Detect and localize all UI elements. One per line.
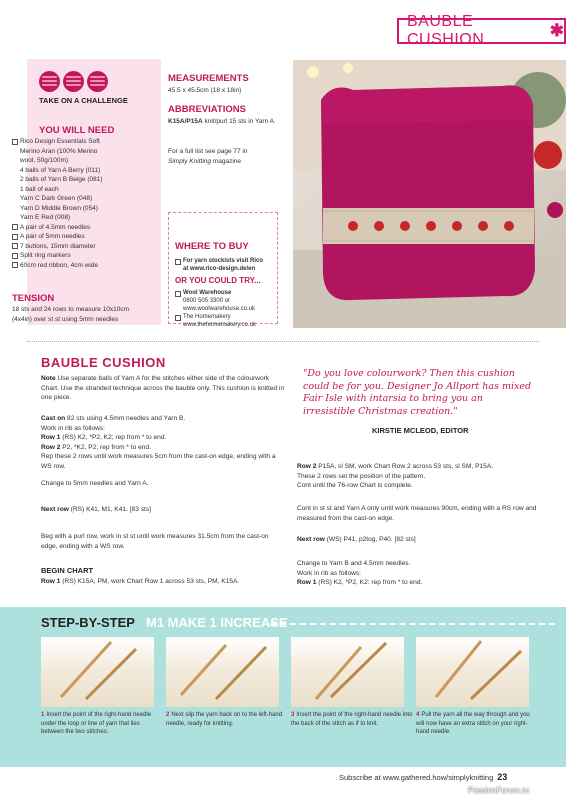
- list-item: 7 buttons, 15mm diameter: [12, 242, 134, 252]
- repeat-paragraph: Rep these 2 rows until work measures 5cm from the cast-on edge, ending with a WS row.: [41, 453, 276, 470]
- measurements-heading: MEASUREMENTS: [168, 73, 249, 84]
- list-item: wool, 50g/100m): [20, 157, 69, 164]
- yarn-ball-icon: [63, 71, 84, 92]
- asterisk-icon: ✱: [549, 21, 564, 40]
- cast-on-paragraph: Cast on 82 sts using 4.5mm needles and Yarn B.: [41, 415, 186, 422]
- row-instruction: Next row (WS) P41, p2tog, P40. [82 sts]: [297, 536, 416, 543]
- page-number: 23: [497, 772, 508, 782]
- section-banner: [397, 13, 566, 48]
- row-instruction: Row 1 (RS) K2, *P2, K2; rep from * to end.: [41, 434, 167, 441]
- checkbox[interactable]: [175, 291, 181, 297]
- or-try-heading: OR YOU COULD TRY...: [175, 276, 261, 285]
- difficulty-label: TAKE ON A CHALLENGE: [39, 96, 128, 105]
- list-item: Yarn D Middle Brown (054): [20, 204, 98, 212]
- page-footer: [339, 772, 507, 782]
- quote-attribution: KIRSTIE MCLEOD, EDITOR: [372, 426, 469, 435]
- checkbox[interactable]: [175, 315, 181, 321]
- yarn-ball-icon: [87, 71, 108, 92]
- row-instruction: Row 1 (RS) K15A, PM, work Chart Row 1 across 53 sts, PM, K15A.: [41, 578, 240, 585]
- note-paragraph: Note Use separate balls of Yarn A for the stitches either side of the colourwork Chart. Use the stranded technique across the bauble only. This cushion is knitted in one piece.: [41, 375, 285, 401]
- dashed-rule: [270, 623, 555, 625]
- where-to-buy-box: [168, 212, 278, 328]
- checkbox[interactable]: [12, 253, 18, 259]
- work-rib-text: Work in rib as follows:: [41, 424, 106, 432]
- chart-complete-text: Cont until the 76-row Chart is complete.: [297, 482, 413, 489]
- list-item: Split ring markers: [12, 251, 134, 261]
- divider: [27, 341, 539, 342]
- list-item: Yarn E Red (008): [20, 214, 71, 221]
- list-item: Rico Design Essentials Soft: [12, 137, 134, 147]
- difficulty-rating: [39, 71, 108, 92]
- step-photo-4: [416, 637, 529, 707]
- homemakery-link[interactable]: www.thehomemakery.co.uk: [183, 322, 256, 328]
- list-item: 2 balls of Yarn B Beige (081): [20, 176, 103, 183]
- phone-text: 0800 505 3300 or: [183, 298, 231, 304]
- list-item: 4 balls of Yarn A Berry (011): [20, 166, 101, 174]
- step-photo-3: [291, 637, 404, 707]
- cushion-photo: [293, 60, 566, 328]
- yarn-ball-icon: [39, 71, 60, 92]
- begin-chart-heading: BEGIN CHART: [41, 566, 94, 575]
- tension-text: 18 sts and 24 rows to measure 10x10cm (4x4in) over st st using 5mm needles: [12, 306, 130, 323]
- list-item: Wool Warehouse: [175, 289, 275, 298]
- checkbox[interactable]: [12, 224, 18, 230]
- steps-title: STEP-BY-STEP: [41, 615, 135, 630]
- checkbox[interactable]: [12, 243, 18, 249]
- list-item: Yarn C Dark Green (048): [20, 195, 93, 202]
- section-title: BAUBLE CUSHION: [407, 13, 485, 48]
- pattern-position-text: These 2 rows set the position of the pattern.: [297, 472, 426, 480]
- checkbox[interactable]: [12, 139, 18, 145]
- woolwarehouse-link[interactable]: www.woolwarehouse.co.uk: [183, 306, 256, 312]
- subscribe-link[interactable]: Subscribe at www.gathered.how/simplyknitting: [339, 773, 494, 782]
- list-item: 1 ball of each: [20, 185, 59, 193]
- row-instruction: Next row (RS) K41, M1, K41. [83 sts]: [41, 506, 151, 513]
- step-photo-1: [41, 637, 154, 707]
- materials-list: [12, 137, 134, 270]
- you-will-need-heading: YOU WILL NEED: [39, 125, 115, 136]
- stocking-stitch-paragraph: Beg with a purl row, work in st st until work measures 31.5cm from the cast-on edge, ending with a WS row.: [41, 533, 269, 550]
- list-item: Merino Aran (100% Merino: [20, 147, 98, 155]
- watermark: PassionForum.ru: [468, 786, 529, 795]
- continue-paragraph: Cont in st st and Yarn A only until work measures 90cm, ending with a RS row and measured from the cast-on edge.: [297, 505, 537, 522]
- step-caption-4: 4 Pull the yarn all the way through and you will now have an extra stitch on your right-hand needle.: [416, 712, 530, 735]
- list-item: A pair of 4.5mm needles: [12, 223, 134, 233]
- row-instruction: Row 2 P2, *K2, P2; rep from * to end.: [41, 443, 151, 451]
- change-needles-text: Change to 5mm needles and Yarn A.: [41, 480, 149, 487]
- list-item: For yarn stockists visit Rico: [175, 257, 275, 266]
- abbreviations-text: K15A/P15A knit/purl 15 sts in Yarn A: [168, 118, 274, 125]
- editor-quote: "Do you love colourwork? Then this cushion could be for you. Designer Jo Allport has mixed Fair Isle with intarsia to bring you an irresistible Christmas creation.": [303, 368, 532, 417]
- measurements-text: 45.5 x 45.5cm (18 x 18in): [168, 87, 242, 94]
- work-rib-text: Work in rib as follows:: [297, 569, 362, 577]
- tension-heading: TENSION: [12, 293, 55, 304]
- pattern-title: BAUBLE CUSHION: [41, 355, 166, 370]
- list-item: 60cm red ribbon, 4cm wide: [12, 261, 134, 271]
- step-by-step-panel: [0, 607, 566, 767]
- steps-subtitle: M1 MAKE 1 INCREASE: [146, 615, 288, 630]
- change-yarn-text: Change to Yarn B and 4.5mm needles.: [297, 560, 411, 567]
- list-item: The Homemakery: [175, 313, 275, 322]
- row-instruction: Row 2 P15A, sl SM, work Chart Row 2 across 53 sts, sl SM, P15A.: [297, 463, 494, 470]
- abbreviations-heading: ABBREVIATIONS: [168, 104, 246, 115]
- step-caption-1: 1 Insert the point of the right-hand needle under the loop or line of yarn that lies between the two stitches.: [41, 712, 152, 735]
- checkbox[interactable]: [12, 262, 18, 268]
- step-photo-2: [166, 637, 279, 707]
- list-item: A pair of 5mm needles: [12, 232, 134, 242]
- rico-link[interactable]: at www.rico-design.de/en: [183, 266, 256, 272]
- full-list-note: For a full list see page 77 in Simply Knitting magazine: [168, 148, 248, 165]
- step-caption-3: 3 Insert the point of the right-hand needle into the back of the stitch as if to knit.: [291, 712, 413, 727]
- checkbox[interactable]: [175, 259, 181, 265]
- checkbox[interactable]: [12, 234, 18, 240]
- step-caption-2: 2 Next slip the yarn back on to the left-hand needle, ready for knitting.: [166, 712, 283, 727]
- row-instruction: Row 1 (RS) K2, *P2, K2: rep from * to end.: [297, 579, 423, 586]
- where-to-buy-heading: WHERE TO BUY: [175, 241, 249, 252]
